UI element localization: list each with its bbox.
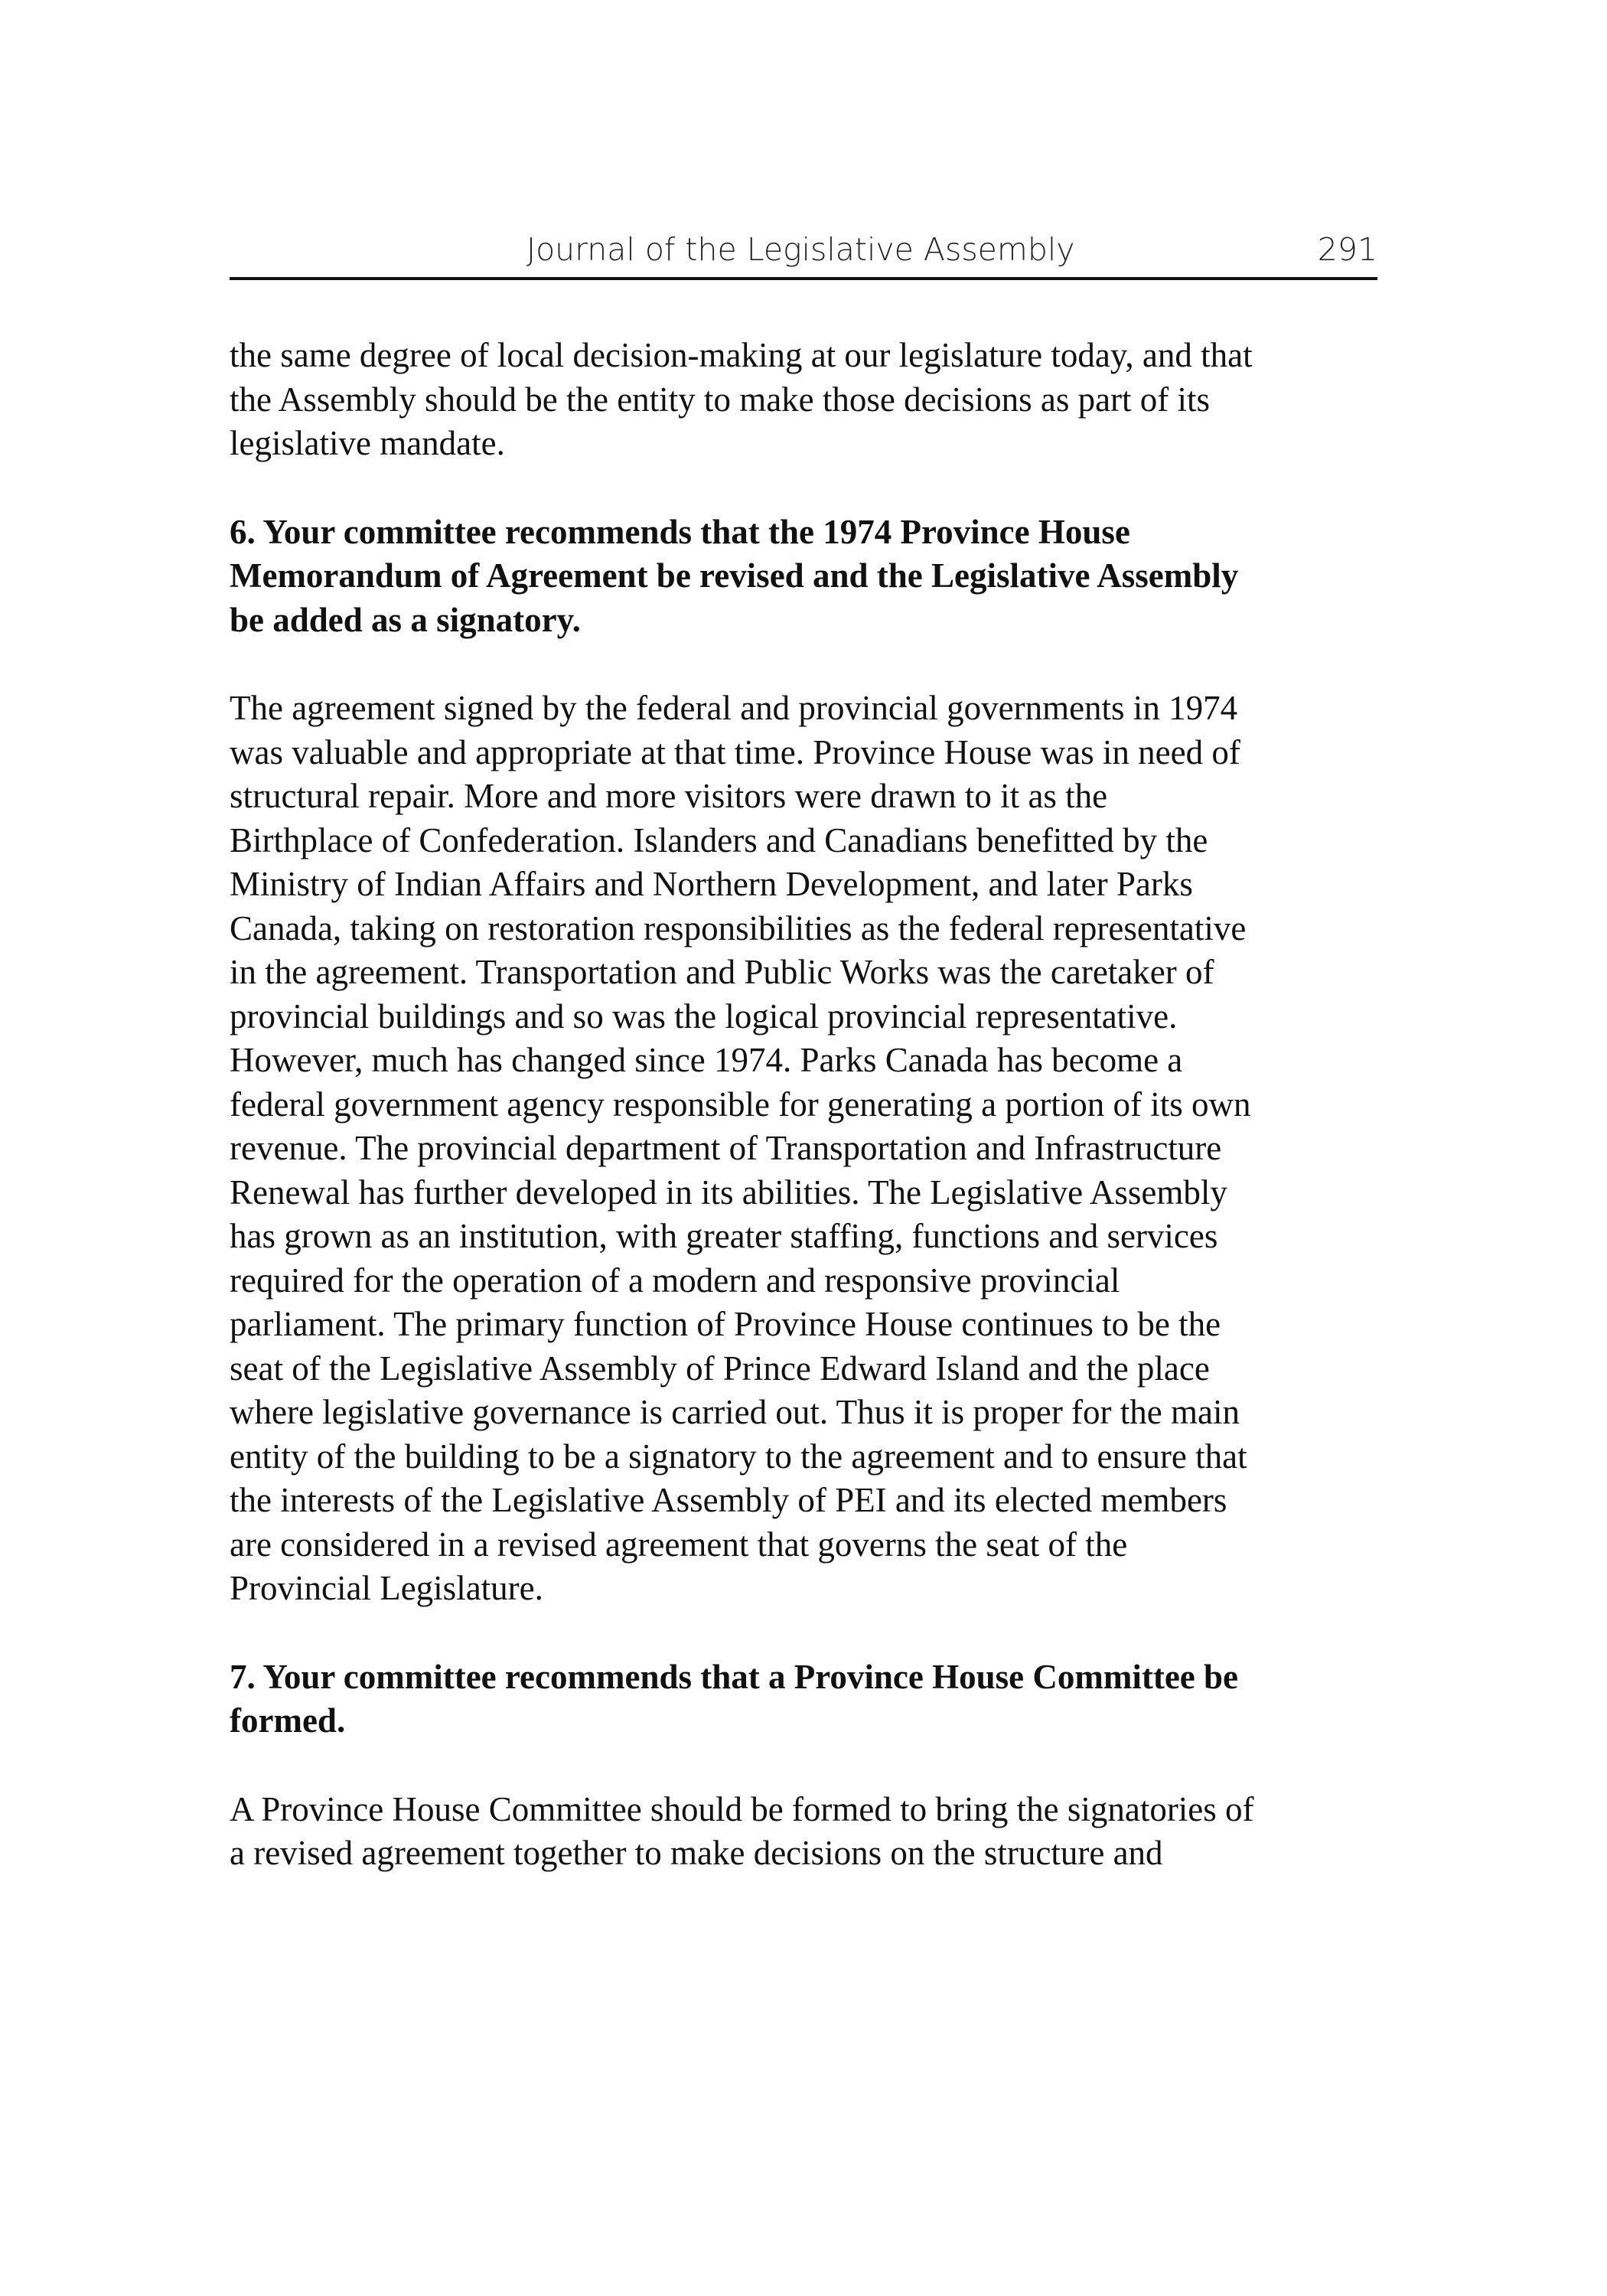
recommendation-6-heading: 6. Your committee recommends that the 1974 Province House Memorandum of Agreement be revised and the Legislative Assembly be added as a signatory. [230,512,1239,639]
paragraph-agreement: The agreement signed by the federal and provincial governments in 1974 was valuable and appropriate at that time. Province House was in need of structural repair. More and more visitors were drawn to it as the Birthplace of Confederation. Islanders and Canadians benefitted by the Ministry of Indian Affairs and Northern Development, and later Parks Canada, taking on restoration responsibilities as the federal representative in the agreement. Transportation and Public Works was the caretaker of provincial buildings and so was the logical provincial representative. However, much has changed since 1974. Parks Canada has become a federal government agency responsible for generating a portion of its own revenue. The provincial department of Transportation and Infrastructure Renewal has further developed in its abilities. The Legislative Assembly has grown as an institution, with greater staffing, functions and services required for the operation of a modern and responsive provincial parliament. The primary function of Province House continues to be the seat of the Legislative Assembly of Prince Edward Island and the place where legislative governance is carried out. Thus it is proper for the main entity of the building to be a signatory to the agreement and to ensure that the interests of the Legislative Assembly of PEI and its elected members are considered in a revised agreement that governs the seat of the Provincial Legislature. [230,689,1251,1607]
page-content [230,230,1377,1920]
recommendation-7-heading: 7. Your committee recommends that a Province House Committee be formed. [230,1657,1239,1740]
running-title: Journal of the Legislative Assembly [526,231,1075,268]
running-header [230,230,1377,280]
body-text [230,334,1377,1876]
paragraph-committee: A Province House Committee should be formed to bring the signatories of a revised agreement together to make decisions on the structure and [230,1789,1254,1872]
paragraph-continuation: the same degree of local decision-making at our legislature today, and that the Assembly should be the entity to make those decisions as part of its legislative mandate. [230,336,1253,462]
page-number: 291 [1317,231,1377,268]
